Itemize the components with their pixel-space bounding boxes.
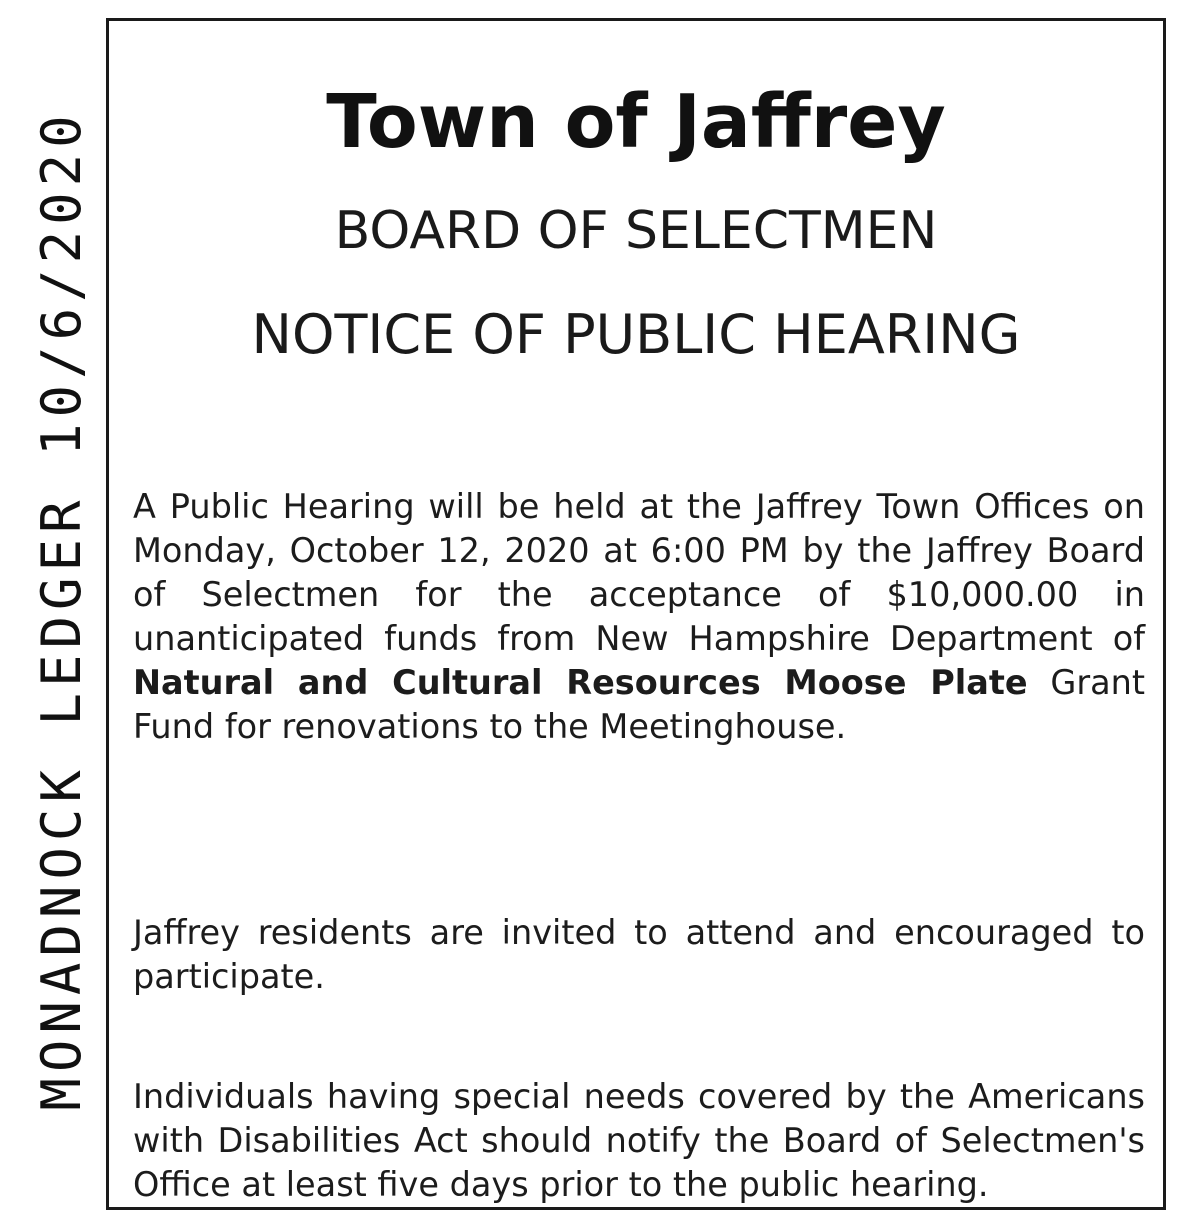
handwritten-margin-note bbox=[0, 0, 110, 1223]
ada-accommodation-paragraph: Individuals having special needs covered by the Americans with Disabilities Act should notify the Board of Selectmen's Office at least five days prior to the public hearing. bbox=[133, 1076, 1145, 1204]
residents-invitation-paragraph: Jaffrey residents are invited to attend and encouraged to participate. bbox=[133, 912, 1145, 996]
board-title: BOARD OF SELECTMEN bbox=[334, 201, 938, 261]
publication-date-note: MONADNOCK LEDGER 10/6/2020 bbox=[30, 109, 93, 1111]
grant-source-emphasis: Natural and Cultural Resources Moose Plate bbox=[133, 662, 1028, 702]
town-title: Town of Jaffrey bbox=[326, 79, 946, 165]
hearing-text-end: Grant Fund for renovations to the Meetinghouse. bbox=[133, 662, 1145, 746]
public-notice bbox=[106, 18, 1166, 1210]
hearing-details-paragraph bbox=[133, 485, 1145, 749]
hearing-text-start: A Public Hearing will be held at the Jaffrey Town Offices on Monday, October 12, 2020 at 6:00 PM by the Jaffrey Board of Selectmen for the acceptance of $10,000.00 in unanticipated funds from New Hampshire Department of bbox=[133, 486, 1145, 658]
notice-title: NOTICE OF PUBLIC HEARING bbox=[251, 303, 1021, 366]
